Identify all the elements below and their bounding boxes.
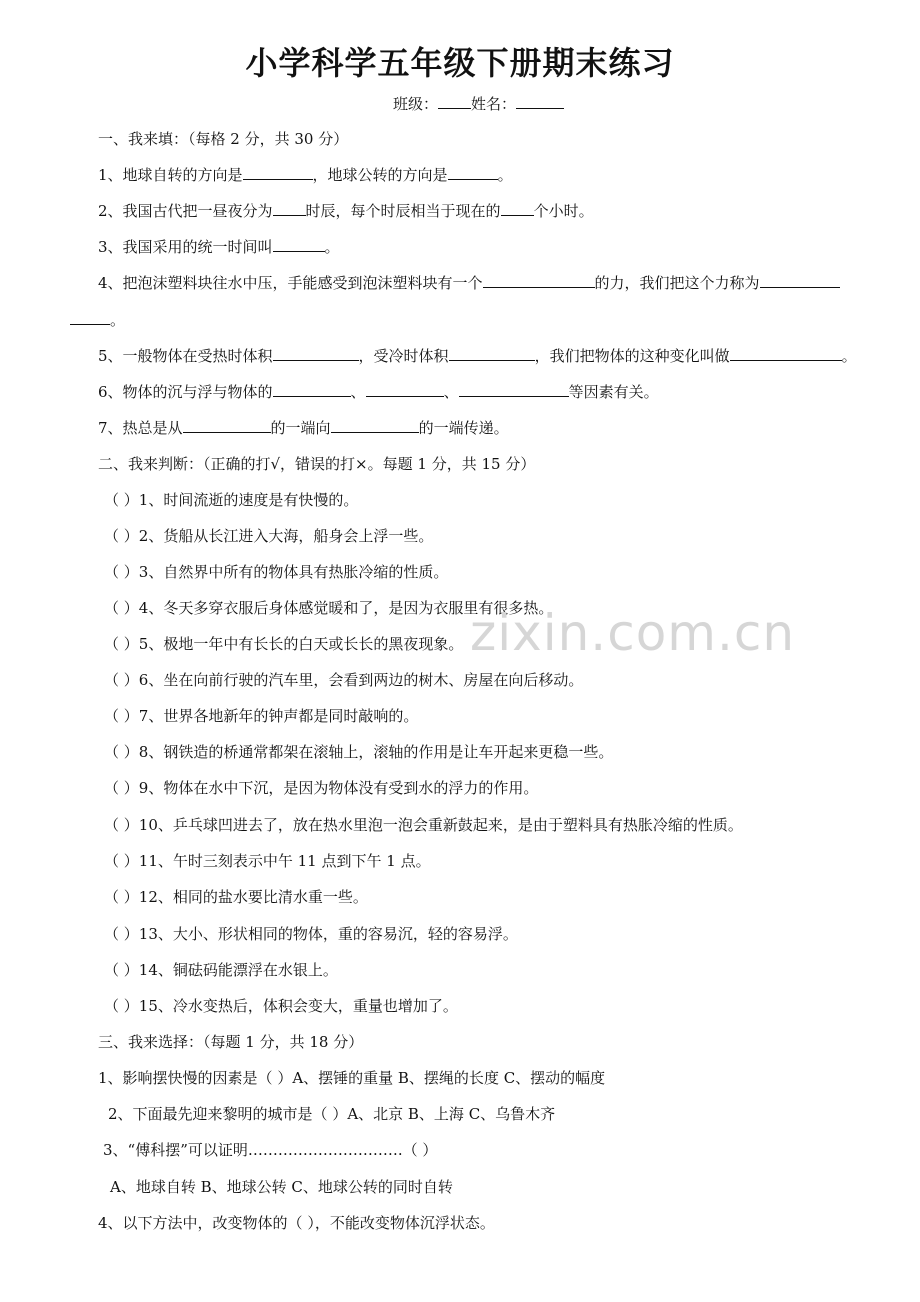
judgment-text: 2、货船从长江进入大海，船身会上浮一些。 <box>138 527 434 545</box>
answer-parens[interactable]: （ ） <box>104 707 139 725</box>
answer-blank[interactable] <box>183 418 271 433</box>
answer-blank[interactable] <box>760 273 840 288</box>
question-text: 。 <box>324 238 340 256</box>
answer-blank[interactable] <box>331 418 419 433</box>
question-text: 时辰，每个时辰相当于现在的 <box>305 202 501 220</box>
question-text: 、 <box>443 383 459 401</box>
answer-blank[interactable] <box>459 382 569 397</box>
judgment-text: 10、乒乓球凹进去了，放在热水里泡一泡会重新鼓起来，是由于塑料具有热胀冷缩的性质。 <box>138 816 743 834</box>
judgment-text: 9、物体在水中下沉，是因为物体没有受到水的浮力的作用。 <box>138 779 539 797</box>
section3-heading: 三、我来选择：（每题 1 分，共 18 分） <box>98 1033 364 1051</box>
question-text: 2、我国古代把一昼夜分为 <box>98 202 273 220</box>
answer-blank[interactable] <box>243 165 313 180</box>
answer-blank[interactable] <box>501 201 534 216</box>
question-text: 4、把泡沫塑料块往水中压，手能感受到泡沫塑料块有一个 <box>98 274 483 292</box>
answer-parens[interactable]: （ ） <box>104 599 139 617</box>
judgment-item <box>104 706 418 726</box>
fill-question-3 <box>98 237 340 257</box>
judgment-text: 5、极地一年中有长长的白天或长长的黑夜现象。 <box>138 635 464 653</box>
judgment-text: 6、坐在向前行驶的汽车里，会看到两边的树木、房屋在向后移动。 <box>138 671 584 689</box>
judgment-text: 15、冷水变热后，体积会变大，重量也增加了。 <box>138 997 458 1015</box>
judgment-item <box>104 996 458 1016</box>
section1-heading: 一、我来填：（每格 2 分，共 30 分） <box>98 130 349 148</box>
answer-blank[interactable] <box>273 237 325 252</box>
fill-question-4-continued <box>70 310 125 330</box>
answer-blank[interactable] <box>273 201 306 216</box>
answer-parens[interactable]: （ ） <box>104 491 139 509</box>
question-text: 的力，我们把这个力称为 <box>594 274 760 292</box>
question-text: 。 <box>841 347 857 365</box>
judgment-text: 3、自然界中所有的物体具有热胀冷缩的性质。 <box>138 563 449 581</box>
question-text: 的一端向 <box>270 419 331 437</box>
answer-blank[interactable] <box>273 346 359 361</box>
class-blank[interactable] <box>438 94 471 109</box>
question-text: 的一端传递。 <box>418 419 509 437</box>
judgment-item <box>104 778 538 798</box>
answer-parens[interactable]: （ ） <box>104 852 139 870</box>
question-text: 、 <box>350 383 366 401</box>
page-title: 小学科学五年级下册期末练习 <box>245 44 675 82</box>
student-info-line <box>393 94 564 114</box>
fill-question-4 <box>98 273 840 293</box>
question-text: ，受冷时体积 <box>358 347 449 365</box>
answer-parens[interactable]: （ ） <box>104 925 139 943</box>
class-label: 班级： <box>393 95 439 113</box>
answer-parens[interactable]: （ ） <box>104 888 139 906</box>
answer-parens[interactable]: （ ） <box>104 563 139 581</box>
judgment-text: 4、冬天多穿衣服后身体感觉暖和了，是因为衣服里有很多热。 <box>138 599 554 617</box>
fill-question-1 <box>98 165 513 185</box>
answer-parens[interactable]: （ ） <box>104 527 139 545</box>
judgment-text: 7、世界各地新年的钟声都是同时敲响的。 <box>138 707 419 725</box>
judgment-item <box>104 851 431 871</box>
fill-question-6 <box>98 382 659 402</box>
choice-question-3: 3、“傅科摆”可以证明………………………….（ ） <box>103 1141 438 1159</box>
name-blank[interactable] <box>516 94 564 109</box>
judgment-item <box>104 887 368 907</box>
choice-question-1: 1、影响摆快慢的因素是（ ）A、摆锤的重量 B、摆绳的长度 C、摆动的幅度 <box>98 1069 606 1087</box>
answer-blank[interactable] <box>273 382 351 397</box>
question-text: 7、热总是从 <box>98 419 183 437</box>
answer-blank[interactable] <box>483 273 595 288</box>
name-label: 姓名： <box>471 95 517 113</box>
section2-heading: 二、我来判断：（正确的打√，错误的打×。每题 1 分，共 15 分） <box>98 455 536 473</box>
judgment-item <box>104 526 433 546</box>
answer-blank[interactable] <box>449 346 535 361</box>
judgment-text: 1、时间流逝的速度是有快慢的。 <box>138 491 359 509</box>
question-text: 3、我国采用的统一时间叫 <box>98 238 273 256</box>
judgment-text: 12、相同的盐水要比清水重一些。 <box>138 888 368 906</box>
judgment-item <box>104 634 463 654</box>
answer-parens[interactable]: （ ） <box>104 997 139 1015</box>
question-text: 个小时。 <box>533 202 594 220</box>
choice-question-3-options: A、地球自转 B、地球公转 C、地球公转的同时自转 <box>110 1178 453 1196</box>
fill-question-5 <box>98 346 857 366</box>
answer-parens[interactable]: （ ） <box>104 671 139 689</box>
answer-parens[interactable]: （ ） <box>104 743 139 761</box>
question-text: 6、物体的沉与浮与物体的 <box>98 383 273 401</box>
answer-parens[interactable]: （ ） <box>104 816 139 834</box>
judgment-text: 8、钢铁造的桥通常都架在滚轴上，滚轴的作用是让车开起来更稳一些。 <box>138 743 614 761</box>
question-text: 等因素有关。 <box>568 383 659 401</box>
answer-parens[interactable]: （ ） <box>104 635 139 653</box>
question-text: 5、一般物体在受热时体积 <box>98 347 273 365</box>
question-text: ，地球公转的方向是 <box>312 166 448 184</box>
answer-parens[interactable]: （ ） <box>104 961 139 979</box>
question-text: 。 <box>497 166 513 184</box>
judgment-item <box>104 742 613 762</box>
answer-blank[interactable] <box>366 382 444 397</box>
judgment-item <box>104 670 583 690</box>
judgment-item <box>104 815 743 835</box>
judgment-item <box>104 924 518 944</box>
question-text: 1、地球自转的方向是 <box>98 166 243 184</box>
judgment-text: 13、大小、形状相同的物体，重的容易沉，轻的容易浮。 <box>138 925 518 943</box>
answer-blank[interactable] <box>730 346 842 361</box>
question-text: ，我们把物体的这种变化叫做 <box>534 347 730 365</box>
answer-blank[interactable] <box>70 310 110 325</box>
choice-question-2: 2、下面最先迎来黎明的城市是（ ）A、北京 B、上海 C、乌鲁木齐 <box>108 1105 556 1123</box>
question-text: 。 <box>110 311 126 329</box>
judgment-item <box>104 960 338 980</box>
judgment-text: 14、铜砝码能漂浮在水银上。 <box>138 961 338 979</box>
watermark: zixin.com.cn <box>470 604 796 662</box>
answer-parens[interactable]: （ ） <box>104 779 139 797</box>
judgment-item <box>104 562 448 582</box>
fill-question-2 <box>98 201 594 221</box>
fill-question-7 <box>98 418 509 438</box>
judgment-item <box>104 490 358 510</box>
judgment-text: 11、午时三刻表示中午 11 点到下午 1 点。 <box>138 852 431 870</box>
answer-blank[interactable] <box>448 165 498 180</box>
choice-question-4: 4、以下方法中，改变物体的（ ），不能改变物体沉浮状态。 <box>98 1214 495 1232</box>
